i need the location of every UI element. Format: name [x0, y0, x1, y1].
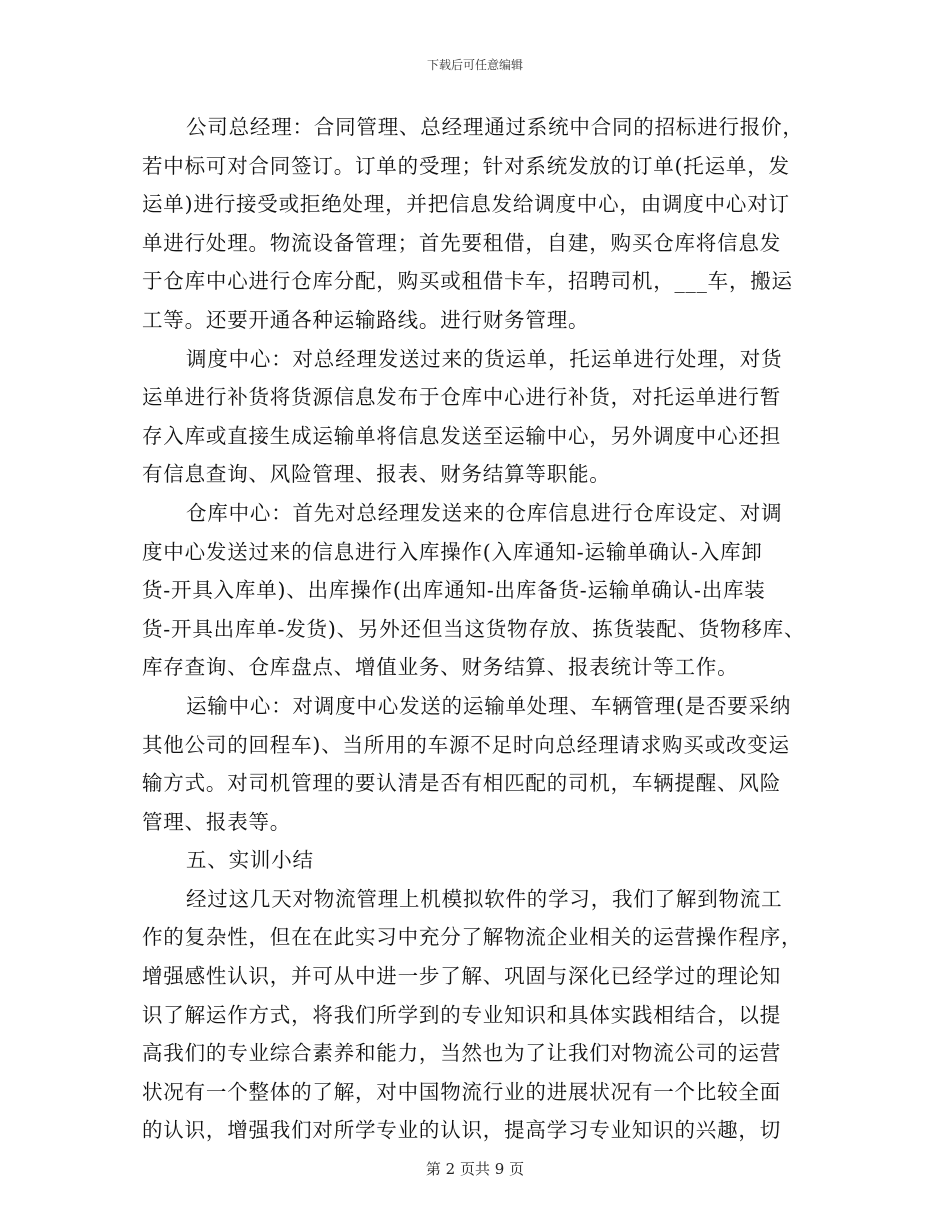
document-body — [142, 108, 822, 1150]
text-line: 增强感性认识，并可从中进一步了解、巩固与深化已经学过的理论知 — [142, 964, 781, 989]
text-line: 存入库或直接生成运输单将信息发送至运输中心，另外调度中心还担 — [142, 423, 781, 448]
text-line: 运单)进行接受或拒绝处理，并把信息发给调度中心，由调度中心对订 — [142, 192, 790, 217]
text-line: 仓库中心：首先对总经理发送来的仓库信息进行仓库设定、对调 — [186, 500, 783, 525]
text-line: 有信息查询、风险管理、报表、财务结算等职能。 — [142, 462, 611, 487]
text-line: 识了解运作方式，将我们所学到的专业知识和具体实践相结合，以提 — [142, 1002, 781, 1027]
text-line: 其他公司的回程车)、当所用的车源不足时向总经理请求购买或改变运 — [142, 732, 790, 757]
text-line: 运单进行补货将货源信息发布于仓库中心进行补货，对托运单进行暂 — [142, 385, 781, 410]
text-line: 运输中心：对调度中心发送的运输单处理、车辆管理(是否要采纳 — [186, 693, 792, 718]
text-line: 的认识，增强我们对所学专业的认识，提高学习专业知识的兴趣，切 — [142, 1118, 781, 1143]
text-line: 货-开具入库单)、出库操作(出库通知-出库备货-运输单确认-出库装 — [142, 578, 766, 603]
text-line: 若中标可对合同签订。订单的受理；针对系统发放的订单(托运单，发 — [142, 153, 790, 178]
page-footer: 第 2 页共 9 页 — [425, 1160, 525, 1178]
text-line: 货-开具出库单-发货)、另外还但当这货物存放、拣货装配、货物移库、 — [142, 616, 806, 641]
page-header: 下载后可任意编辑 — [426, 58, 523, 72]
text-line: 工等。还要开通各种运输路线。进行财务管理。 — [142, 307, 590, 332]
text-line: 高我们的专业综合素养和能力，当然也为了让我们对物流公司的运营 — [142, 1041, 781, 1066]
text-line: 单进行处理。物流设备管理；首先要租借，自建，购买仓库将信息发 — [142, 230, 781, 255]
text-line: 经过这几天对物流管理上机模拟软件的学习，我们了解到物流工 — [186, 886, 783, 911]
text-line: 管理、报表等。 — [142, 809, 292, 834]
text-line: 调度中心：对总经理发送过来的货运单，托运单进行处理，对货 — [186, 346, 783, 371]
text-line: 输方式。对司机管理的要认清是否有相匹配的司机，车辆提醒、风险 — [142, 771, 781, 796]
text-line: 库存查询、仓库盘点、增值业务、财务结算、报表统计等工作。 — [142, 655, 739, 680]
text-line: 状况有一个整体的了解，对中国物流行业的进展状况有一个比较全面 — [142, 1079, 781, 1104]
text-line: 公司总经理：合同管理、总经理通过系统中合同的招标进行报价， — [186, 115, 804, 139]
text-line: 五、实训小结 — [186, 848, 314, 873]
text-line: 度中心发送过来的信息进行入库操作(入库通知-运输单确认-入库卸 — [142, 539, 763, 564]
text-line: 于仓库中心进行仓库分配，购买或租借卡车，招聘司机，___车，搬运 — [142, 269, 793, 294]
text-line: 作的复杂性，但在在此实习中充分了解物流企业相关的运营操作程序， — [142, 925, 803, 950]
